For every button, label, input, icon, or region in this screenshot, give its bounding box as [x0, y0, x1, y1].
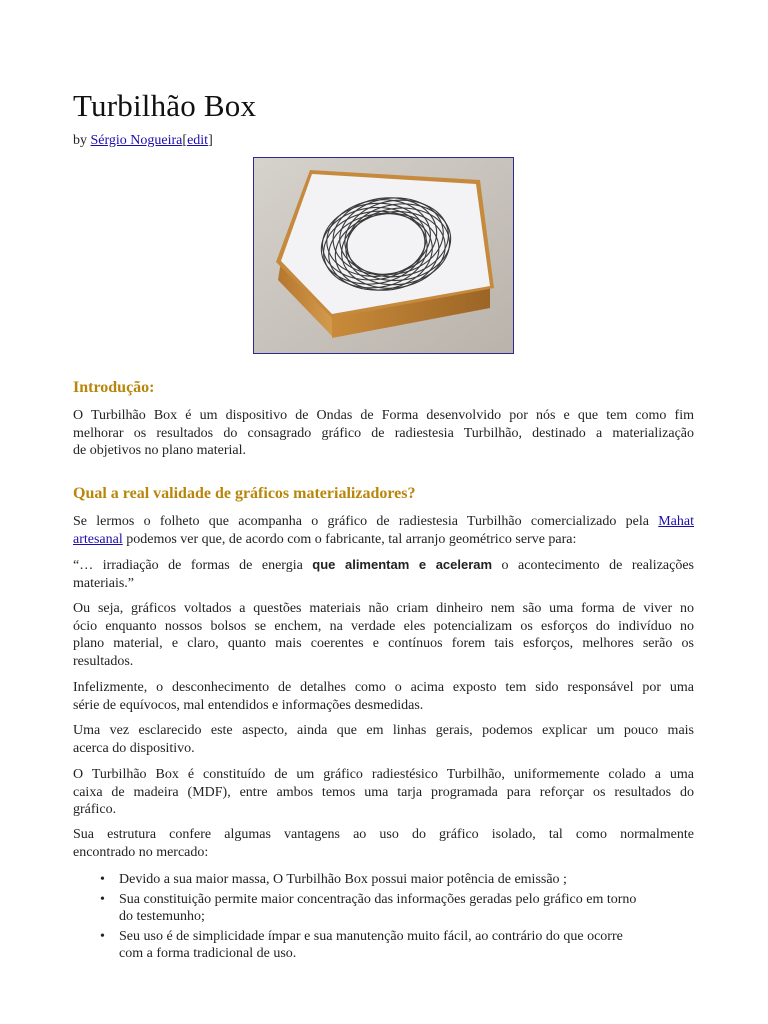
bullet-glyph: • [100, 928, 105, 944]
paragraph-infelizmente [73, 679, 694, 714]
byline [73, 133, 213, 149]
paragraph-folheto [73, 513, 694, 548]
quote-text: o acontecimento de realizações [492, 558, 695, 573]
bullet-glyph: • [100, 872, 105, 887]
section-heading-intro: Introdução: [73, 379, 155, 396]
bullet-glyph: • [100, 891, 105, 907]
text-line [73, 513, 694, 531]
product-photo [253, 157, 514, 354]
list-item [73, 871, 694, 889]
text-line: materiais.” [73, 575, 135, 591]
text-line: Sua estrutura confere algumas vantagens ao uso do gráfico isolado, tal como normalmente [73, 827, 694, 842]
paragraph-ou-seja [73, 600, 694, 670]
list-item [73, 891, 694, 926]
list-item-text: Devido a sua maior massa, O Turbilhão Box possui maior potência de emissão ; [119, 872, 567, 887]
text-line [73, 556, 694, 575]
paragraph-quote [73, 556, 694, 592]
paragraph-intro [73, 407, 694, 460]
paragraph-constituido [73, 766, 694, 819]
text-line: O Turbilhão Box é um dispositivo de Ondas de Forma desenvolvido por nós e que tem como fim [73, 408, 694, 423]
edit-bracket-close: ] [208, 133, 213, 148]
text-line: caixa de madeira (MDF), entre ambos temos uma tarja programada para reforçar os resultados do [73, 784, 694, 800]
text-line: gráfico. [73, 802, 117, 817]
mahat-link-part2[interactable]: artesanal [73, 531, 123, 547]
mahat-link-part1[interactable]: Mahat [658, 514, 694, 529]
text-run: Se lermos o folheto que acompanha o gráfico de radiestesia Turbilhão comercializado pela [73, 514, 659, 529]
list-item-text: do testemunho; [119, 909, 205, 924]
text-line: ócio enquanto nossos bolsos se enchem, na verdade eles potencializam os esforços do indivíduo no [73, 618, 694, 634]
advantages-list [73, 871, 694, 965]
text-line: de objetivos no plano material. [73, 443, 247, 458]
paragraph-estrutura [73, 826, 694, 861]
section-heading-validity: Qual a real validade de gráficos materializadores? [73, 485, 416, 502]
text-line: Uma vez esclarecido este aspecto, ainda que em linhas gerais, podemos explicar um pouco mais [73, 723, 694, 738]
page-title: Turbilhão Box [73, 88, 257, 123]
quote-emphasis: que alimentam e aceleram [312, 557, 493, 572]
text-line: O Turbilhão Box é constituído de um gráfico radiestésico Turbilhão, uniformemente colado a uma [73, 767, 694, 782]
list-item-text: Sua constituição permite maior concentração das informações geradas pelo gráfico em torno [119, 891, 637, 907]
quote-text: “… irradiação de formas de energia [73, 558, 313, 573]
list-item-text: com a forma tradicional de uso. [119, 946, 297, 961]
text-run: podemos ver que, de acordo com o fabricante, tal arranjo geométrico serve para: [122, 531, 577, 547]
edit-link[interactable]: edit [187, 133, 209, 148]
text-line: encontrado no mercado: [73, 844, 209, 860]
text-line: resultados. [73, 653, 134, 669]
turbilhao-box-image [254, 158, 513, 353]
text-line: Infelizmente, o desconhecimento de detalhes como o acima exposto tem sido responsável por uma [73, 680, 694, 695]
text-line: acerca do dispositivo. [73, 740, 195, 756]
text-line: plano material, e claro, quanto mais coerentes e contínuos forem tais esforços, melhores serão os [73, 636, 694, 651]
text-line: melhorar os resultados do consagrado gráfico de radiestesia Turbilhão, destinado a materialização [73, 425, 694, 441]
list-item-text: Seu uso é de simplicidade ímpar e sua manutenção muito fácil, ao contrário do que ocorre [119, 928, 623, 944]
text-line [73, 531, 694, 549]
edit-bracket-open: [ [182, 133, 188, 148]
byline-prefix: by [73, 133, 91, 148]
list-item [73, 928, 694, 963]
text-line: série de equívocos, mal entendidos e informações desmedidas. [73, 697, 424, 713]
paragraph-esclarecido [73, 722, 694, 757]
text-line: Ou seja, gráficos voltados a questões materiais não criam dinheiro nem são uma forma de viver no [73, 601, 694, 616]
author-link[interactable]: Sérgio Nogueira [90, 133, 183, 148]
